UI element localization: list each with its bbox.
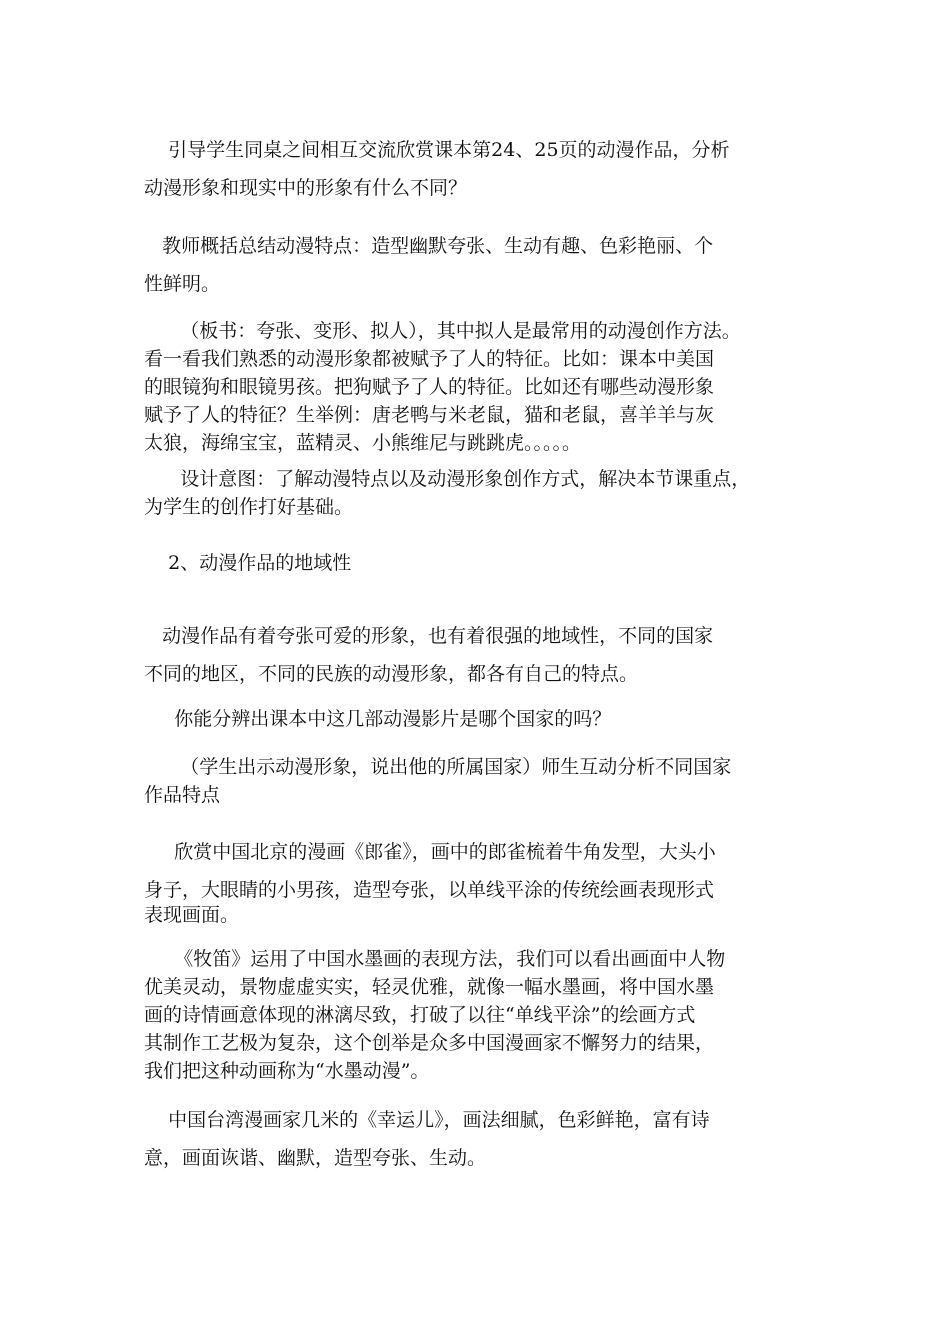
text-line: （学生出示动漫形象，说出他的所属国家）师生互动分析不同国家 — [144, 756, 732, 778]
text-line: 中国台湾漫画家几米的《幸运儿》，画法细腻，色彩鲜艳，富有诗 — [144, 1109, 710, 1131]
text-line: 其制作工艺极为复杂，这个创举是众多中国漫画家不懈努力的结果， — [144, 1032, 715, 1054]
text-line: 我们把这种动画称为“水墨动漫”。 — [144, 1060, 430, 1082]
text-line: 太狼，海绵宝宝，蓝精灵、小熊维尼与跳跳虎。。。。。 — [144, 432, 582, 454]
paragraph-design-intent — [144, 465, 824, 521]
paragraph-teacher-summary — [144, 227, 824, 303]
text-line: 性鲜明。 — [144, 273, 221, 295]
text-line: 画的诗情画意体现的淋漓尽致，打破了以往“单线平涂”的绘画方式 — [144, 1004, 696, 1026]
section-heading — [144, 549, 824, 577]
text-line: 欣赏中国北京的漫画《郎雀》，画中的郎雀梳着牛角发型，大头小 — [144, 841, 716, 863]
paragraph-peer-discussion — [144, 131, 824, 207]
text-line: 优美灵动，景物虚虚实实，轻灵优雅，就像一幅水墨画，将中国水墨 — [144, 976, 715, 998]
text-line: 动漫形象和现实中的形象有什么不同？ — [144, 177, 468, 199]
text-line: 作品特点 — [144, 784, 221, 806]
paragraph-regional-character — [144, 617, 824, 693]
text-line: 2、动漫作品的地域性 — [144, 552, 352, 574]
paragraph-jimmy — [144, 1101, 824, 1177]
paragraph-mudi — [144, 945, 824, 1085]
text-line: 教师概括总结动漫特点：造型幽默夸张、生动有趣、色彩艳丽、个 — [144, 235, 714, 257]
text-line: 动漫作品有着夸张可爱的形象，也有着很强的地域性，不同的国家 — [144, 625, 714, 647]
paragraph-question — [144, 705, 824, 733]
text-line: 的眼镜狗和眼镜男孩。把狗赋予了人的特征。比如还有哪些动漫形象 — [144, 376, 715, 398]
paragraph-student-activity — [144, 753, 824, 809]
paragraph-langque-end — [144, 901, 824, 929]
text-line: 设计意图：了解动漫特点以及动漫形象创作方式，解决本节课重点， — [144, 468, 751, 490]
text-line: 你能分辨出课本中这几部动漫影片是哪个国家的吗？ — [144, 708, 612, 730]
text-line: （板书：夸张、变形、拟人），其中拟人是最常用的动漫创作方法。 — [144, 320, 741, 342]
text-line: 《牧笛》运用了中国水墨画的表现方法，我们可以看出画面中人物 — [144, 948, 726, 970]
text-line: 为学生的创作打好基础。 — [144, 496, 354, 518]
text-line: 看一看我们熟悉的动漫形象都被赋予了人的特征。比如：课本中美国 — [144, 348, 715, 370]
paragraph-board-notes — [144, 317, 824, 457]
text-line: 表现画面。 — [144, 904, 240, 926]
text-line: 身子，大眼睛的小男孩，造型夸张，以单线平涂的传统绘画表现形式 — [144, 879, 715, 901]
paragraph-langque — [144, 833, 824, 909]
text-line: 赋予了人的特征？生举例：唐老鸭与米老鼠，猫和老鼠，喜羊羊与灰 — [144, 404, 715, 426]
text-line: 引导学生同桌之间相互交流欣赏课本第24、25页的动漫作品，分析 — [144, 139, 730, 161]
text-line: 不同的地区，不同的民族的动漫形象，都各有自己的特点。 — [144, 663, 639, 685]
text-line: 意，画面诙谐、幽默，造型夸张、生动。 — [144, 1147, 487, 1169]
